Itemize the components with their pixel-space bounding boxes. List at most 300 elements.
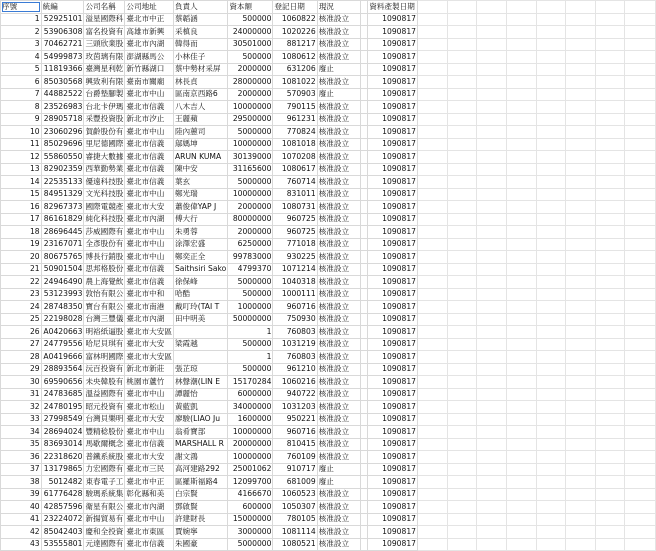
cell-status[interactable]: 核准設立: [317, 426, 361, 439]
cell-empty[interactable]: [536, 263, 566, 276]
cell-capital[interactable]: 12099700: [228, 476, 273, 489]
cell-empty[interactable]: [625, 476, 656, 489]
cell-company-address[interactable]: 臺北市信義: [125, 276, 174, 289]
cell-company-address[interactable]: 臺北市中山: [125, 188, 174, 201]
cell-empty[interactable]: [447, 263, 477, 276]
cell-empty[interactable]: [595, 413, 625, 426]
cell-company-address[interactable]: 臺北市內湖: [125, 501, 174, 514]
cell-empty[interactable]: [477, 251, 507, 264]
cell-serial[interactable]: 38: [1, 476, 42, 489]
cell-company-name[interactable]: 新揚貿易有: [84, 513, 125, 526]
cell-empty[interactable]: [566, 451, 596, 464]
cell-company-address[interactable]: 臺北市中山: [125, 226, 174, 239]
cell-empty[interactable]: [566, 176, 596, 189]
cell-tax-id[interactable]: 83693014: [41, 438, 84, 451]
cell-empty[interactable]: [536, 188, 566, 201]
cell-company-name[interactable]: 富林明國際: [84, 351, 125, 364]
cell-empty[interactable]: [447, 526, 477, 539]
cell-empty[interactable]: [506, 138, 536, 151]
cell-company-name[interactable]: 溢星國際科: [84, 13, 125, 26]
cell-empty[interactable]: [506, 126, 536, 139]
cell-empty[interactable]: [477, 201, 507, 214]
cell-empty[interactable]: [595, 51, 625, 64]
cell-representative[interactable]: [173, 326, 227, 339]
cell-status[interactable]: 廢止: [317, 63, 361, 76]
cell-data-date[interactable]: 1090817: [368, 201, 418, 214]
cell-empty[interactable]: [447, 213, 477, 226]
cell-empty[interactable]: [418, 351, 448, 364]
cell-tax-id[interactable]: 28905718: [41, 113, 84, 126]
cell-registration-date[interactable]: 1060822: [273, 13, 317, 26]
cell-company-address[interactable]: 臺北市大安: [125, 413, 174, 426]
cell-empty[interactable]: [625, 276, 656, 289]
cell-representative[interactable]: 采槙良: [173, 26, 227, 39]
cell-capital[interactable]: 30139000: [228, 151, 273, 164]
cell-registration-date[interactable]: 1050307: [273, 501, 317, 514]
cell-serial[interactable]: 19: [1, 238, 42, 251]
cell-empty[interactable]: [447, 151, 477, 164]
cell-data-date[interactable]: 1090817: [368, 263, 418, 276]
cell-empty[interactable]: [418, 88, 448, 101]
cell-empty[interactable]: [595, 501, 625, 514]
cell-status[interactable]: 核准設立: [317, 126, 361, 139]
cell-company-name[interactable]: 東春電子工: [84, 476, 125, 489]
cell-empty[interactable]: [566, 401, 596, 414]
cell-company-name[interactable]: 睿捷大數據: [84, 151, 125, 164]
cell-flag[interactable]: [361, 413, 368, 426]
cell-company-name[interactable]: 明裕紙逼股: [84, 326, 125, 339]
cell-registration-date[interactable]: 760803: [273, 351, 317, 364]
cell-empty[interactable]: [595, 238, 625, 251]
cell-empty[interactable]: [625, 313, 656, 326]
cell-empty[interactable]: [506, 501, 536, 514]
cell-flag[interactable]: [361, 513, 368, 526]
cell-empty[interactable]: [477, 451, 507, 464]
cell-empty[interactable]: [536, 388, 566, 401]
cell-empty[interactable]: [506, 313, 536, 326]
cell-empty[interactable]: [625, 51, 656, 64]
cell-empty[interactable]: [447, 426, 477, 439]
cell-empty[interactable]: [536, 438, 566, 451]
cell-empty[interactable]: [477, 413, 507, 426]
cell-data-date[interactable]: 1090817: [368, 388, 418, 401]
cell-capital[interactable]: 5000000: [228, 126, 273, 139]
cell-empty[interactable]: [536, 538, 566, 551]
cell-empty[interactable]: [625, 26, 656, 39]
cell-data-date[interactable]: 1090817: [368, 513, 418, 526]
cell-empty[interactable]: [477, 101, 507, 114]
cell-empty[interactable]: [566, 113, 596, 126]
cell-status[interactable]: 核准設立: [317, 51, 361, 64]
cell-representative[interactable]: [173, 351, 227, 364]
cell-empty[interactable]: [418, 438, 448, 451]
cell-empty[interactable]: [418, 388, 448, 401]
header-company-address[interactable]: 公司地址: [125, 1, 174, 14]
cell-registration-date[interactable]: 1080612: [273, 51, 317, 64]
cell-empty[interactable]: [418, 126, 448, 139]
cell-company-address[interactable]: 臺北市松山: [125, 401, 174, 414]
cell-status[interactable]: 核准設立: [317, 363, 361, 376]
cell-empty[interactable]: [506, 51, 536, 64]
cell-status[interactable]: 廢止: [317, 476, 361, 489]
cell-empty[interactable]: [477, 213, 507, 226]
cell-empty[interactable]: [506, 251, 536, 264]
cell-empty[interactable]: [506, 288, 536, 301]
cell-data-date[interactable]: 1090817: [368, 501, 418, 514]
cell-empty[interactable]: [447, 188, 477, 201]
cell-serial[interactable]: 30: [1, 376, 42, 389]
cell-empty[interactable]: [595, 163, 625, 176]
cell-representative[interactable]: 傅大行: [173, 213, 227, 226]
cell-company-name[interactable]: 哈尼貝琪有: [84, 338, 125, 351]
cell-flag[interactable]: [361, 138, 368, 151]
cell-empty[interactable]: [595, 538, 625, 551]
cell-empty[interactable]: [625, 401, 656, 414]
cell-flag[interactable]: [361, 251, 368, 264]
header-data-date[interactable]: 資料產製日期: [368, 1, 418, 14]
cell-data-date[interactable]: 1090817: [368, 138, 418, 151]
cell-capital[interactable]: 500000: [228, 338, 273, 351]
cell-registration-date[interactable]: 1020226: [273, 26, 317, 39]
cell-tax-id[interactable]: 55860550: [41, 151, 84, 164]
cell-registration-date[interactable]: 1071214: [273, 263, 317, 276]
cell-tax-id[interactable]: 44882522: [41, 88, 84, 101]
cell-empty[interactable]: [566, 13, 596, 26]
cell-empty[interactable]: [447, 338, 477, 351]
cell-registration-date[interactable]: 760109: [273, 451, 317, 464]
cell-empty[interactable]: [595, 401, 625, 414]
cell-empty[interactable]: [477, 176, 507, 189]
cell-empty[interactable]: [477, 113, 507, 126]
cell-registration-date[interactable]: 910717: [273, 463, 317, 476]
cell-empty[interactable]: [506, 513, 536, 526]
cell-company-name[interactable]: 普鐵系統股: [84, 451, 125, 464]
cell-company-name[interactable]: 純化科技股: [84, 213, 125, 226]
cell-empty[interactable]: [625, 176, 656, 189]
cell-empty[interactable]: [447, 401, 477, 414]
header-registration-date[interactable]: 登記日期: [273, 1, 317, 14]
cell-status[interactable]: 核准設立: [317, 176, 361, 189]
cell-empty[interactable]: [506, 38, 536, 51]
cell-empty[interactable]: [595, 476, 625, 489]
cell-data-date[interactable]: 1090817: [368, 413, 418, 426]
cell-registration-date[interactable]: 940722: [273, 388, 317, 401]
cell-empty[interactable]: [477, 476, 507, 489]
cell-serial[interactable]: 12: [1, 151, 42, 164]
header-serial[interactable]: 序號: [1, 1, 42, 14]
cell-serial[interactable]: 43: [1, 538, 42, 551]
cell-data-date[interactable]: 1090817: [368, 176, 418, 189]
cell-tax-id[interactable]: 85030568: [41, 76, 84, 89]
cell-company-name[interactable]: 台灣貝樂明: [84, 413, 125, 426]
cell-representative[interactable]: 葉玄: [173, 176, 227, 189]
cell-capital[interactable]: 500000: [228, 363, 273, 376]
cell-empty[interactable]: [536, 351, 566, 364]
cell-serial[interactable]: 28: [1, 351, 42, 364]
cell-flag[interactable]: [361, 113, 368, 126]
cell-capital[interactable]: 15170284: [228, 376, 273, 389]
cell-status[interactable]: 核准設立: [317, 438, 361, 451]
cell-tax-id[interactable]: A0419666: [41, 351, 84, 364]
cell-empty[interactable]: [477, 426, 507, 439]
cell-registration-date[interactable]: 1081018: [273, 138, 317, 151]
cell-status[interactable]: 核准設立: [317, 288, 361, 301]
cell-registration-date[interactable]: 960716: [273, 301, 317, 314]
cell-serial[interactable]: 23: [1, 288, 42, 301]
cell-capital[interactable]: 500000: [228, 51, 273, 64]
cell-empty[interactable]: [447, 88, 477, 101]
cell-company-address[interactable]: 臺北市中和: [125, 288, 174, 301]
cell-capital[interactable]: 10000000: [228, 451, 273, 464]
cell-status[interactable]: 核准設立: [317, 513, 361, 526]
cell-registration-date[interactable]: 1080617: [273, 163, 317, 176]
cell-empty[interactable]: [595, 88, 625, 101]
cell-empty[interactable]: [536, 513, 566, 526]
cell-empty[interactable]: [506, 163, 536, 176]
cell-empty[interactable]: [477, 138, 507, 151]
cell-capital[interactable]: 5000000: [228, 538, 273, 551]
cell-empty[interactable]: [595, 176, 625, 189]
cell-empty[interactable]: [625, 63, 656, 76]
cell-representative[interactable]: 朱國豪: [173, 538, 227, 551]
cell-flag[interactable]: [361, 201, 368, 214]
cell-empty[interactable]: [506, 401, 536, 414]
cell-empty[interactable]: [566, 326, 596, 339]
cell-tax-id[interactable]: 24946490: [41, 276, 84, 289]
cell-serial[interactable]: 1: [1, 13, 42, 26]
cell-representative[interactable]: 鄔媽坤: [173, 138, 227, 151]
cell-status[interactable]: 核准設立: [317, 313, 361, 326]
cell-empty[interactable]: [566, 238, 596, 251]
cell-empty[interactable]: [506, 388, 536, 401]
cell-company-name[interactable]: 力宏國際有: [84, 463, 125, 476]
cell-status[interactable]: 核准設立: [317, 538, 361, 551]
cell-company-name[interactable]: 台灣三豐儀: [84, 313, 125, 326]
cell-empty[interactable]: [625, 263, 656, 276]
cell-data-date[interactable]: 1090817: [368, 451, 418, 464]
cell-empty[interactable]: [536, 476, 566, 489]
cell-flag[interactable]: [361, 63, 368, 76]
cell-data-date[interactable]: 1090817: [368, 351, 418, 364]
cell-empty[interactable]: [418, 151, 448, 164]
cell-registration-date[interactable]: 760803: [273, 326, 317, 339]
cell-capital[interactable]: 28000000: [228, 76, 273, 89]
cell-empty[interactable]: [418, 526, 448, 539]
cell-empty[interactable]: [506, 363, 536, 376]
cell-representative[interactable]: 許建財長: [173, 513, 227, 526]
cell-empty[interactable]: [566, 63, 596, 76]
cell-empty[interactable]: [566, 38, 596, 51]
cell-capital[interactable]: 1600000: [228, 413, 273, 426]
cell-registration-date[interactable]: 1000111: [273, 288, 317, 301]
cell-empty[interactable]: [595, 263, 625, 276]
cell-empty[interactable]: [625, 251, 656, 264]
cell-empty[interactable]: [447, 276, 477, 289]
cell-tax-id[interactable]: 28893564: [41, 363, 84, 376]
cell-company-address[interactable]: 新北市汐止: [125, 113, 174, 126]
cell-registration-date[interactable]: 1031203: [273, 401, 317, 414]
cell-empty[interactable]: [536, 401, 566, 414]
cell-empty[interactable]: [447, 288, 477, 301]
cell-empty[interactable]: [536, 463, 566, 476]
cell-representative[interactable]: 蔡韜涵: [173, 13, 227, 26]
cell-serial[interactable]: 5: [1, 63, 42, 76]
cell-empty[interactable]: [566, 263, 596, 276]
cell-representative[interactable]: ARUN KUMA: [173, 151, 227, 164]
cell-empty[interactable]: [418, 138, 448, 151]
cell-empty[interactable]: [625, 238, 656, 251]
header-status[interactable]: 現況: [317, 1, 361, 14]
cell-empty[interactable]: [418, 501, 448, 514]
cell-serial[interactable]: 18: [1, 226, 42, 239]
cell-tax-id[interactable]: 61776428: [41, 488, 84, 501]
cell-empty[interactable]: [566, 463, 596, 476]
cell-empty[interactable]: [477, 363, 507, 376]
cell-empty[interactable]: [536, 363, 566, 376]
cell-registration-date[interactable]: 960725: [273, 226, 317, 239]
cell-capital[interactable]: 2000000: [228, 88, 273, 101]
cell-capital[interactable]: 30501000: [228, 38, 273, 51]
cell-empty[interactable]: [447, 38, 477, 51]
cell-company-address[interactable]: 臺北市中山: [125, 388, 174, 401]
cell-company-name[interactable]: 三頭欣業股: [84, 38, 125, 51]
cell-empty[interactable]: [506, 26, 536, 39]
cell-flag[interactable]: [361, 463, 368, 476]
cell-status[interactable]: 核准設立: [317, 376, 361, 389]
cell-empty[interactable]: [447, 363, 477, 376]
cell-empty[interactable]: [536, 276, 566, 289]
cell-empty[interactable]: [566, 313, 596, 326]
cell-empty[interactable]: [566, 151, 596, 164]
cell-serial[interactable]: 36: [1, 451, 42, 464]
cell-flag[interactable]: [361, 401, 368, 414]
cell-representative[interactable]: 朱勇蓉: [173, 226, 227, 239]
cell-data-date[interactable]: 1090817: [368, 476, 418, 489]
cell-tax-id[interactable]: 23060296: [41, 126, 84, 139]
cell-empty[interactable]: [595, 338, 625, 351]
cell-empty[interactable]: [625, 201, 656, 214]
cell-empty[interactable]: [447, 13, 477, 26]
cell-empty[interactable]: [566, 213, 596, 226]
cell-capital[interactable]: 10000000: [228, 426, 273, 439]
cell-empty[interactable]: [536, 201, 566, 214]
header-representative[interactable]: 負責人: [173, 1, 227, 14]
cell-empty[interactable]: [536, 13, 566, 26]
cell-company-address[interactable]: 臺北市信義: [125, 163, 174, 176]
cell-tax-id[interactable]: 86161829: [41, 213, 84, 226]
cell-company-name[interactable]: 台爵墊腳製: [84, 88, 125, 101]
cell-company-name[interactable]: 衛星有限公: [84, 501, 125, 514]
cell-serial[interactable]: 17: [1, 213, 42, 226]
cell-company-name[interactable]: 國際電競產: [84, 201, 125, 214]
cell-empty[interactable]: [625, 488, 656, 501]
cell-empty[interactable]: [595, 451, 625, 464]
cell-empty[interactable]: [506, 63, 536, 76]
cell-company-address[interactable]: 臺北市中山: [125, 513, 174, 526]
cell-data-date[interactable]: 1090817: [368, 526, 418, 539]
cell-status[interactable]: 核准設立: [317, 151, 361, 164]
cell-status[interactable]: 核准設立: [317, 388, 361, 401]
cell-empty[interactable]: [595, 488, 625, 501]
cell-data-date[interactable]: 1090817: [368, 63, 418, 76]
cell-serial[interactable]: 42: [1, 526, 42, 539]
cell-capital[interactable]: 3000000: [228, 526, 273, 539]
cell-empty[interactable]: [447, 226, 477, 239]
cell-company-address[interactable]: 臺北市內湖: [125, 213, 174, 226]
cell-registration-date[interactable]: 1081022: [273, 76, 317, 89]
cell-company-address[interactable]: 臺北市南港: [125, 301, 174, 314]
cell-empty[interactable]: [566, 351, 596, 364]
cell-empty[interactable]: [447, 476, 477, 489]
cell-empty[interactable]: [418, 376, 448, 389]
cell-empty[interactable]: [536, 526, 566, 539]
cell-capital[interactable]: 34000000: [228, 401, 273, 414]
cell-company-address[interactable]: 臺北市內湖: [125, 313, 174, 326]
cell-company-address[interactable]: 臺北市內湖: [125, 38, 174, 51]
cell-empty[interactable]: [536, 101, 566, 114]
cell-representative[interactable]: 譚麗怡: [173, 388, 227, 401]
cell-data-date[interactable]: 1090817: [368, 88, 418, 101]
cell-capital[interactable]: 500000: [228, 13, 273, 26]
cell-empty[interactable]: [477, 163, 507, 176]
cell-representative[interactable]: 八木吉人: [173, 101, 227, 114]
cell-empty[interactable]: [418, 401, 448, 414]
cell-empty[interactable]: [566, 51, 596, 64]
cell-tax-id[interactable]: 28696445: [41, 226, 84, 239]
cell-empty[interactable]: [625, 288, 656, 301]
header-empty[interactable]: [447, 1, 477, 14]
cell-representative[interactable]: 王麗蘋: [173, 113, 227, 126]
cell-empty[interactable]: [625, 463, 656, 476]
cell-data-date[interactable]: 1090817: [368, 313, 418, 326]
cell-empty[interactable]: [447, 388, 477, 401]
cell-company-name[interactable]: 興致利有限: [84, 76, 125, 89]
cell-empty[interactable]: [566, 188, 596, 201]
cell-company-address[interactable]: 臺北市信義: [125, 101, 174, 114]
header-empty[interactable]: [536, 1, 566, 14]
cell-empty[interactable]: [477, 488, 507, 501]
cell-empty[interactable]: [595, 276, 625, 289]
cell-empty[interactable]: [536, 163, 566, 176]
cell-registration-date[interactable]: 790115: [273, 101, 317, 114]
cell-data-date[interactable]: 1090817: [368, 188, 418, 201]
cell-company-address[interactable]: 臺北市東區: [125, 526, 174, 539]
cell-representative[interactable]: 張芷琼: [173, 363, 227, 376]
cell-representative[interactable]: 高河建路292: [173, 463, 227, 476]
cell-status[interactable]: 核准設立: [317, 251, 361, 264]
cell-registration-date[interactable]: 930225: [273, 251, 317, 264]
cell-serial[interactable]: 24: [1, 301, 42, 314]
cell-data-date[interactable]: 1090817: [368, 288, 418, 301]
cell-registration-date[interactable]: 961231: [273, 113, 317, 126]
cell-empty[interactable]: [506, 151, 536, 164]
cell-empty[interactable]: [506, 476, 536, 489]
cell-flag[interactable]: [361, 376, 368, 389]
cell-status[interactable]: 核准設立: [317, 263, 361, 276]
cell-empty[interactable]: [566, 426, 596, 439]
cell-registration-date[interactable]: 1080521: [273, 538, 317, 551]
cell-company-name[interactable]: 富名投資有: [84, 26, 125, 39]
cell-company-address[interactable]: 桃園市蘆竹: [125, 376, 174, 389]
cell-flag[interactable]: [361, 51, 368, 64]
cell-empty[interactable]: [447, 451, 477, 464]
cell-registration-date[interactable]: 960725: [273, 213, 317, 226]
header-empty[interactable]: [418, 1, 448, 14]
cell-tax-id[interactable]: 28748350: [41, 301, 84, 314]
cell-empty[interactable]: [566, 251, 596, 264]
cell-data-date[interactable]: 1090817: [368, 488, 418, 501]
cell-representative[interactable]: 賈婉寧: [173, 526, 227, 539]
